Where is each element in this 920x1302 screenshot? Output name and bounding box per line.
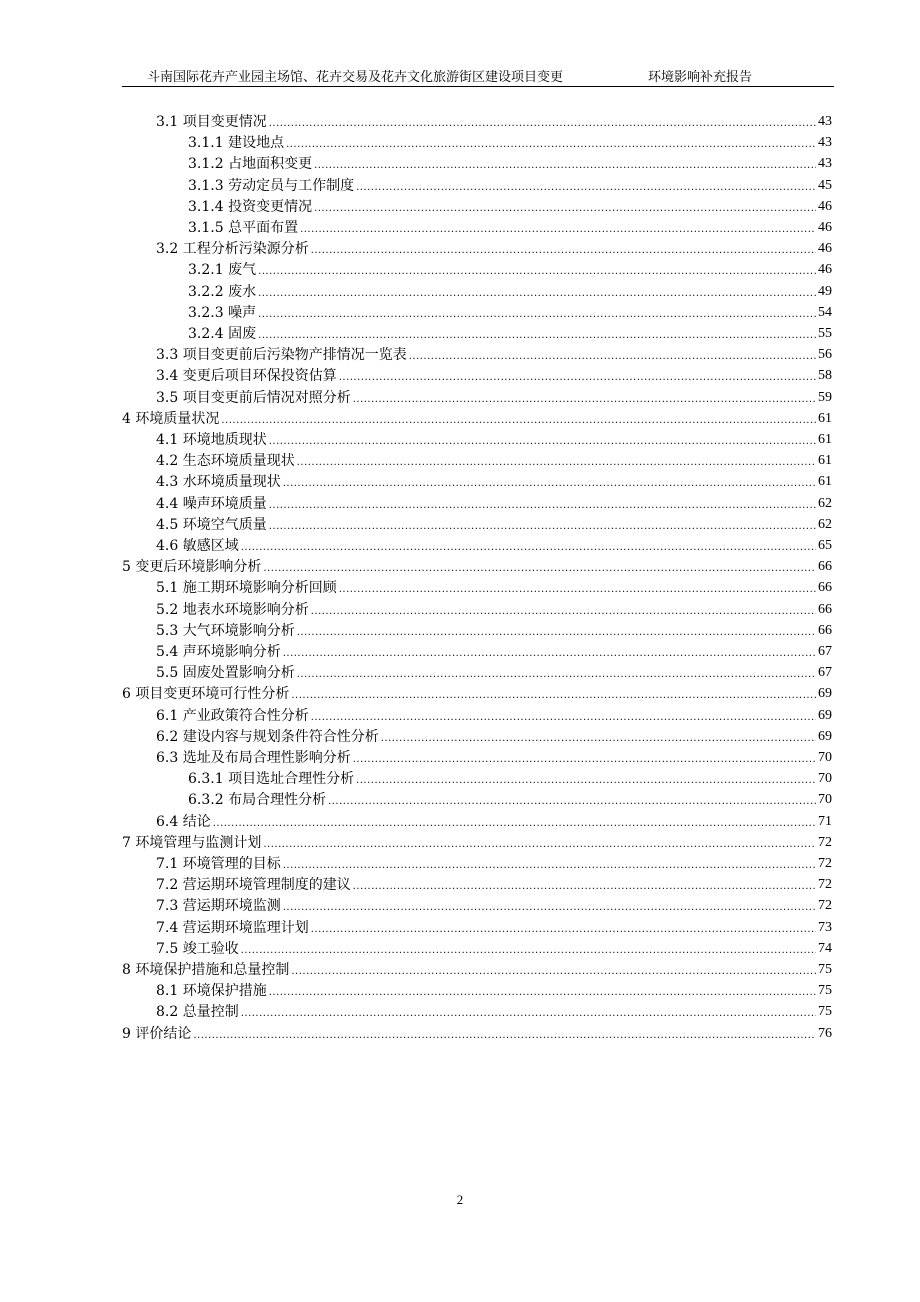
toc-entry-title: 3.1.1 建设地点: [188, 135, 285, 152]
toc-entry[interactable]: [188, 134, 832, 152]
toc-entry-title: 5.2 地表水环境影响分析: [156, 601, 309, 618]
toc-entry[interactable]: [188, 155, 832, 173]
toc-leader-dots: [258, 308, 816, 322]
header-document-title: 斗南国际花卉产业园主场馆、花卉交易及花卉文化旅游街区建设项目变更: [147, 70, 564, 85]
toc-entry-page: 62: [818, 495, 832, 511]
toc-entry[interactable]: [156, 240, 832, 258]
toc-entry-page: 61: [818, 474, 832, 490]
toc-entry[interactable]: [156, 855, 832, 873]
toc-entry[interactable]: [156, 579, 832, 597]
toc-entry-title: 6.1 产业政策符合性分析: [156, 707, 309, 724]
toc-entry-title: 4.6 敏感区域: [156, 538, 239, 554]
toc-leader-dots: [258, 287, 816, 301]
toc-entry-page: 58: [818, 368, 832, 384]
toc-entry[interactable]: [156, 982, 832, 1000]
toc-entry-title: 5.5 固废处置影响分析: [156, 665, 295, 682]
toc-entry[interactable]: [156, 389, 832, 407]
toc-entry-page: 69: [818, 686, 832, 702]
toc-entry-title: 6.3.1 项目选址合理性分析: [188, 771, 355, 788]
toc-leader-dots: [314, 202, 816, 216]
toc-entry-page: 70: [818, 771, 832, 787]
toc-leader-dots: [409, 350, 816, 364]
toc-entry[interactable]: [156, 452, 832, 470]
toc-leader-dots: [263, 562, 816, 576]
toc-leader-dots: [328, 795, 816, 809]
toc-entry[interactable]: [122, 834, 832, 852]
toc-leader-dots: [269, 986, 816, 1000]
toc-entry[interactable]: [156, 728, 832, 746]
toc-entry[interactable]: [156, 664, 832, 682]
toc-entry-title: 7.2 营运期环境管理制度的建议: [156, 877, 351, 894]
toc-entry-title: 3.2.4 固废: [188, 326, 257, 342]
toc-entry-title: 3.1.2 占地面积变更: [188, 156, 313, 173]
toc-entry-title: 3.1 项目变更情况: [156, 114, 267, 130]
toc-entry-title: 6.2 建设内容与规划条件符合性分析: [156, 728, 379, 745]
toc-entry[interactable]: [156, 919, 832, 937]
toc-entry-title: 7.3 营运期环境监测: [156, 898, 281, 915]
toc-entry[interactable]: [188, 198, 832, 216]
toc-entry[interactable]: [156, 1003, 832, 1021]
toc-leader-dots: [353, 753, 816, 767]
toc-entry-page: 56: [818, 347, 832, 363]
toc-entry[interactable]: [156, 897, 832, 915]
page-number: 2: [456, 1192, 464, 1207]
toc-entry-page: 43: [818, 156, 832, 172]
toc-leader-dots: [353, 393, 816, 407]
toc-leader-dots: [213, 817, 816, 831]
toc-entry[interactable]: [188, 304, 832, 322]
toc-entry-page: 49: [818, 283, 832, 299]
toc-entry-page: 61: [818, 453, 832, 469]
toc-entry-title: 5 变更后环境影响分析: [122, 559, 262, 576]
toc-entry-title: 4.3 水环境质量现状: [156, 474, 281, 491]
toc-entry-page: 66: [818, 580, 832, 596]
toc-entry-title: 8.1 环境保护措施: [156, 983, 267, 1000]
toc-entry-title: 3.2.1 废气: [188, 262, 257, 279]
toc-leader-dots: [269, 520, 816, 534]
toc-entry-page: 72: [818, 898, 832, 914]
toc-entry-title: 3.1.4 投资变更情况: [188, 198, 313, 215]
toc-entry-page: 74: [818, 940, 832, 956]
toc-entry-title: 3.2.2 废水: [188, 283, 257, 300]
toc-leader-dots: [258, 265, 816, 279]
toc-leader-dots: [300, 223, 816, 237]
toc-leader-dots: [314, 159, 816, 173]
toc-leader-dots: [283, 477, 816, 491]
toc-leader-dots: [311, 244, 816, 258]
toc-leader-dots: [297, 456, 816, 470]
toc-entry-title: 4.4 噪声环境质量: [156, 495, 267, 512]
toc-entry-page: 46: [818, 262, 832, 278]
toc-entry-title: 6.3.2 布局合理性分析: [188, 792, 327, 809]
toc-entry[interactable]: [156, 495, 832, 513]
toc-entry-page: 62: [818, 516, 832, 532]
toc-entry-title: 6.4 结论: [156, 813, 211, 830]
toc-leader-dots: [339, 583, 816, 597]
toc-entry[interactable]: [122, 685, 832, 703]
toc-entry-page: 46: [818, 198, 832, 214]
toc-entry-page: 69: [818, 707, 832, 723]
toc-leader-dots: [291, 689, 816, 703]
toc-entry-title: 3.2 工程分析污染源分析: [156, 241, 309, 258]
toc-leader-dots: [291, 965, 816, 979]
toc-leader-dots: [356, 181, 816, 195]
toc-leader-dots: [297, 626, 816, 640]
page-header: [122, 64, 834, 87]
toc-entry-page: 61: [818, 432, 832, 447]
toc-entry-title: 7.4 营运期环境监理计划: [156, 919, 309, 936]
toc-leader-dots: [269, 117, 816, 131]
toc-leader-dots: [221, 414, 816, 428]
toc-leader-dots: [286, 138, 816, 152]
toc-entry[interactable]: [156, 431, 832, 449]
toc-entry-page: 43: [818, 114, 832, 129]
toc-leader-dots: [339, 371, 816, 385]
toc-entry-title: 4.1 环境地质现状: [156, 432, 267, 448]
toc-leader-dots: [353, 880, 816, 894]
toc-entry[interactable]: [156, 643, 832, 661]
toc-entry[interactable]: [122, 1025, 832, 1043]
toc-entry[interactable]: [188, 770, 832, 788]
toc-leader-dots: [241, 1007, 816, 1021]
toc-entry[interactable]: [122, 558, 832, 576]
toc-leader-dots: [311, 923, 816, 937]
toc-entry[interactable]: [122, 961, 832, 979]
toc-entry[interactable]: [156, 876, 832, 894]
toc-entry[interactable]: [156, 367, 832, 385]
toc-leader-dots: [297, 668, 816, 682]
toc-leader-dots: [283, 901, 816, 915]
toc-entry[interactable]: [188, 325, 832, 343]
toc-entry[interactable]: [156, 473, 832, 491]
toc-entry[interactable]: [188, 219, 832, 237]
toc-entry-page: 66: [818, 601, 832, 617]
toc-entry-page: 67: [818, 665, 832, 681]
toc-entry-page: 75: [818, 962, 832, 977]
toc-entry-page: 59: [818, 389, 832, 405]
toc-entry-page: 67: [818, 644, 832, 659]
toc-entry-page: 55: [818, 326, 832, 341]
toc-entry-page: 70: [818, 792, 832, 808]
toc-entry[interactable]: [156, 749, 832, 767]
toc-entry[interactable]: [188, 791, 832, 809]
toc-entry[interactable]: [156, 813, 832, 831]
toc-entry-page: 45: [818, 177, 832, 193]
toc-entry-title: 9 评价结论: [122, 1025, 192, 1042]
toc-entry-title: 7.1 环境管理的目标: [156, 856, 281, 872]
toc-entry-page: 54: [818, 304, 832, 320]
toc-leader-dots: [269, 435, 816, 449]
toc-entry-page: 72: [818, 834, 832, 850]
toc-entry-title: 7 环境管理与监测计划: [122, 834, 262, 851]
toc-entry[interactable]: [156, 707, 832, 725]
toc-entry-page: 43: [818, 135, 832, 151]
toc-entry-title: 3.3 项目变更前后污染物产排情况一览表: [156, 347, 407, 364]
toc-leader-dots: [381, 732, 816, 746]
toc-entry-title: 3.1.3 劳动定员与工作制度: [188, 177, 355, 194]
toc-entry-page: 76: [818, 1025, 832, 1041]
toc-entry[interactable]: [188, 283, 832, 301]
toc-leader-dots: [263, 838, 816, 852]
toc-entry-title: 4.5 环境空气质量: [156, 516, 267, 533]
toc-entry-page: 72: [818, 877, 832, 893]
toc-entry-page: 72: [818, 856, 832, 871]
toc-entry-title: 3.4 变更后项目环保投资估算: [156, 368, 337, 385]
toc-entry-title: 3.2.3 噪声: [188, 304, 257, 321]
toc-entry-title: 6 项目变更环境可行性分析: [122, 686, 290, 703]
toc-entry-page: 66: [818, 559, 832, 575]
toc-entry[interactable]: [156, 940, 832, 958]
toc-entry-title: 8 环境保护措施和总量控制: [122, 962, 290, 978]
toc-entry-page: 73: [818, 919, 832, 935]
toc-leader-dots: [311, 605, 816, 619]
toc-entry[interactable]: [122, 410, 832, 428]
toc-entry-page: 75: [818, 983, 832, 999]
toc-leader-dots: [193, 1029, 816, 1043]
toc-entry-page: 46: [818, 220, 832, 235]
toc-entry-page: 71: [818, 813, 832, 829]
toc-entry-page: 66: [818, 622, 832, 638]
toc-entry-title: 4.2 生态环境质量现状: [156, 453, 295, 470]
toc-entry-title: 3.1.5 总平面布置: [188, 220, 299, 236]
toc-entry-page: 61: [818, 410, 832, 426]
toc-leader-dots: [283, 647, 816, 661]
toc-entry-title: 5.4 声环境影响分析: [156, 644, 281, 660]
toc-entry-title: 4 环境质量状况: [122, 410, 220, 427]
toc-leader-dots: [311, 711, 816, 725]
toc-entry-title: 6.3 选址及布局合理性影响分析: [156, 750, 351, 766]
toc-entry[interactable]: [188, 261, 832, 279]
toc-entry[interactable]: [156, 622, 832, 640]
toc-entry-page: 46: [818, 241, 832, 257]
toc-leader-dots: [356, 774, 816, 788]
toc-entry-title: 5.1 施工期环境影响分析回顾: [156, 580, 337, 597]
toc-entry[interactable]: [156, 113, 832, 131]
toc-leader-dots: [258, 329, 816, 343]
toc-entry-page: 65: [818, 538, 832, 553]
toc-entry-title: 8.2 总量控制: [156, 1004, 239, 1021]
toc-entry-title: 7.5 竣工验收: [156, 940, 239, 957]
toc-entry[interactable]: [156, 537, 832, 555]
toc-entry[interactable]: [156, 601, 832, 619]
header-report-type: 环境影响补充报告: [648, 70, 753, 85]
toc-entry-page: 70: [818, 750, 832, 765]
toc-leader-dots: [269, 499, 816, 513]
toc-leader-dots: [241, 541, 816, 555]
toc-entry[interactable]: [188, 177, 832, 195]
toc-entry-page: 69: [818, 728, 832, 744]
toc-entry-title: 3.5 项目变更前后情况对照分析: [156, 389, 351, 406]
toc-entry-title: 5.3 大气环境影响分析: [156, 622, 295, 639]
toc-entry[interactable]: [156, 346, 832, 364]
toc-entry[interactable]: [156, 516, 832, 534]
toc-leader-dots: [241, 944, 816, 958]
toc-entry-page: 75: [818, 1004, 832, 1020]
toc-leader-dots: [283, 859, 816, 873]
